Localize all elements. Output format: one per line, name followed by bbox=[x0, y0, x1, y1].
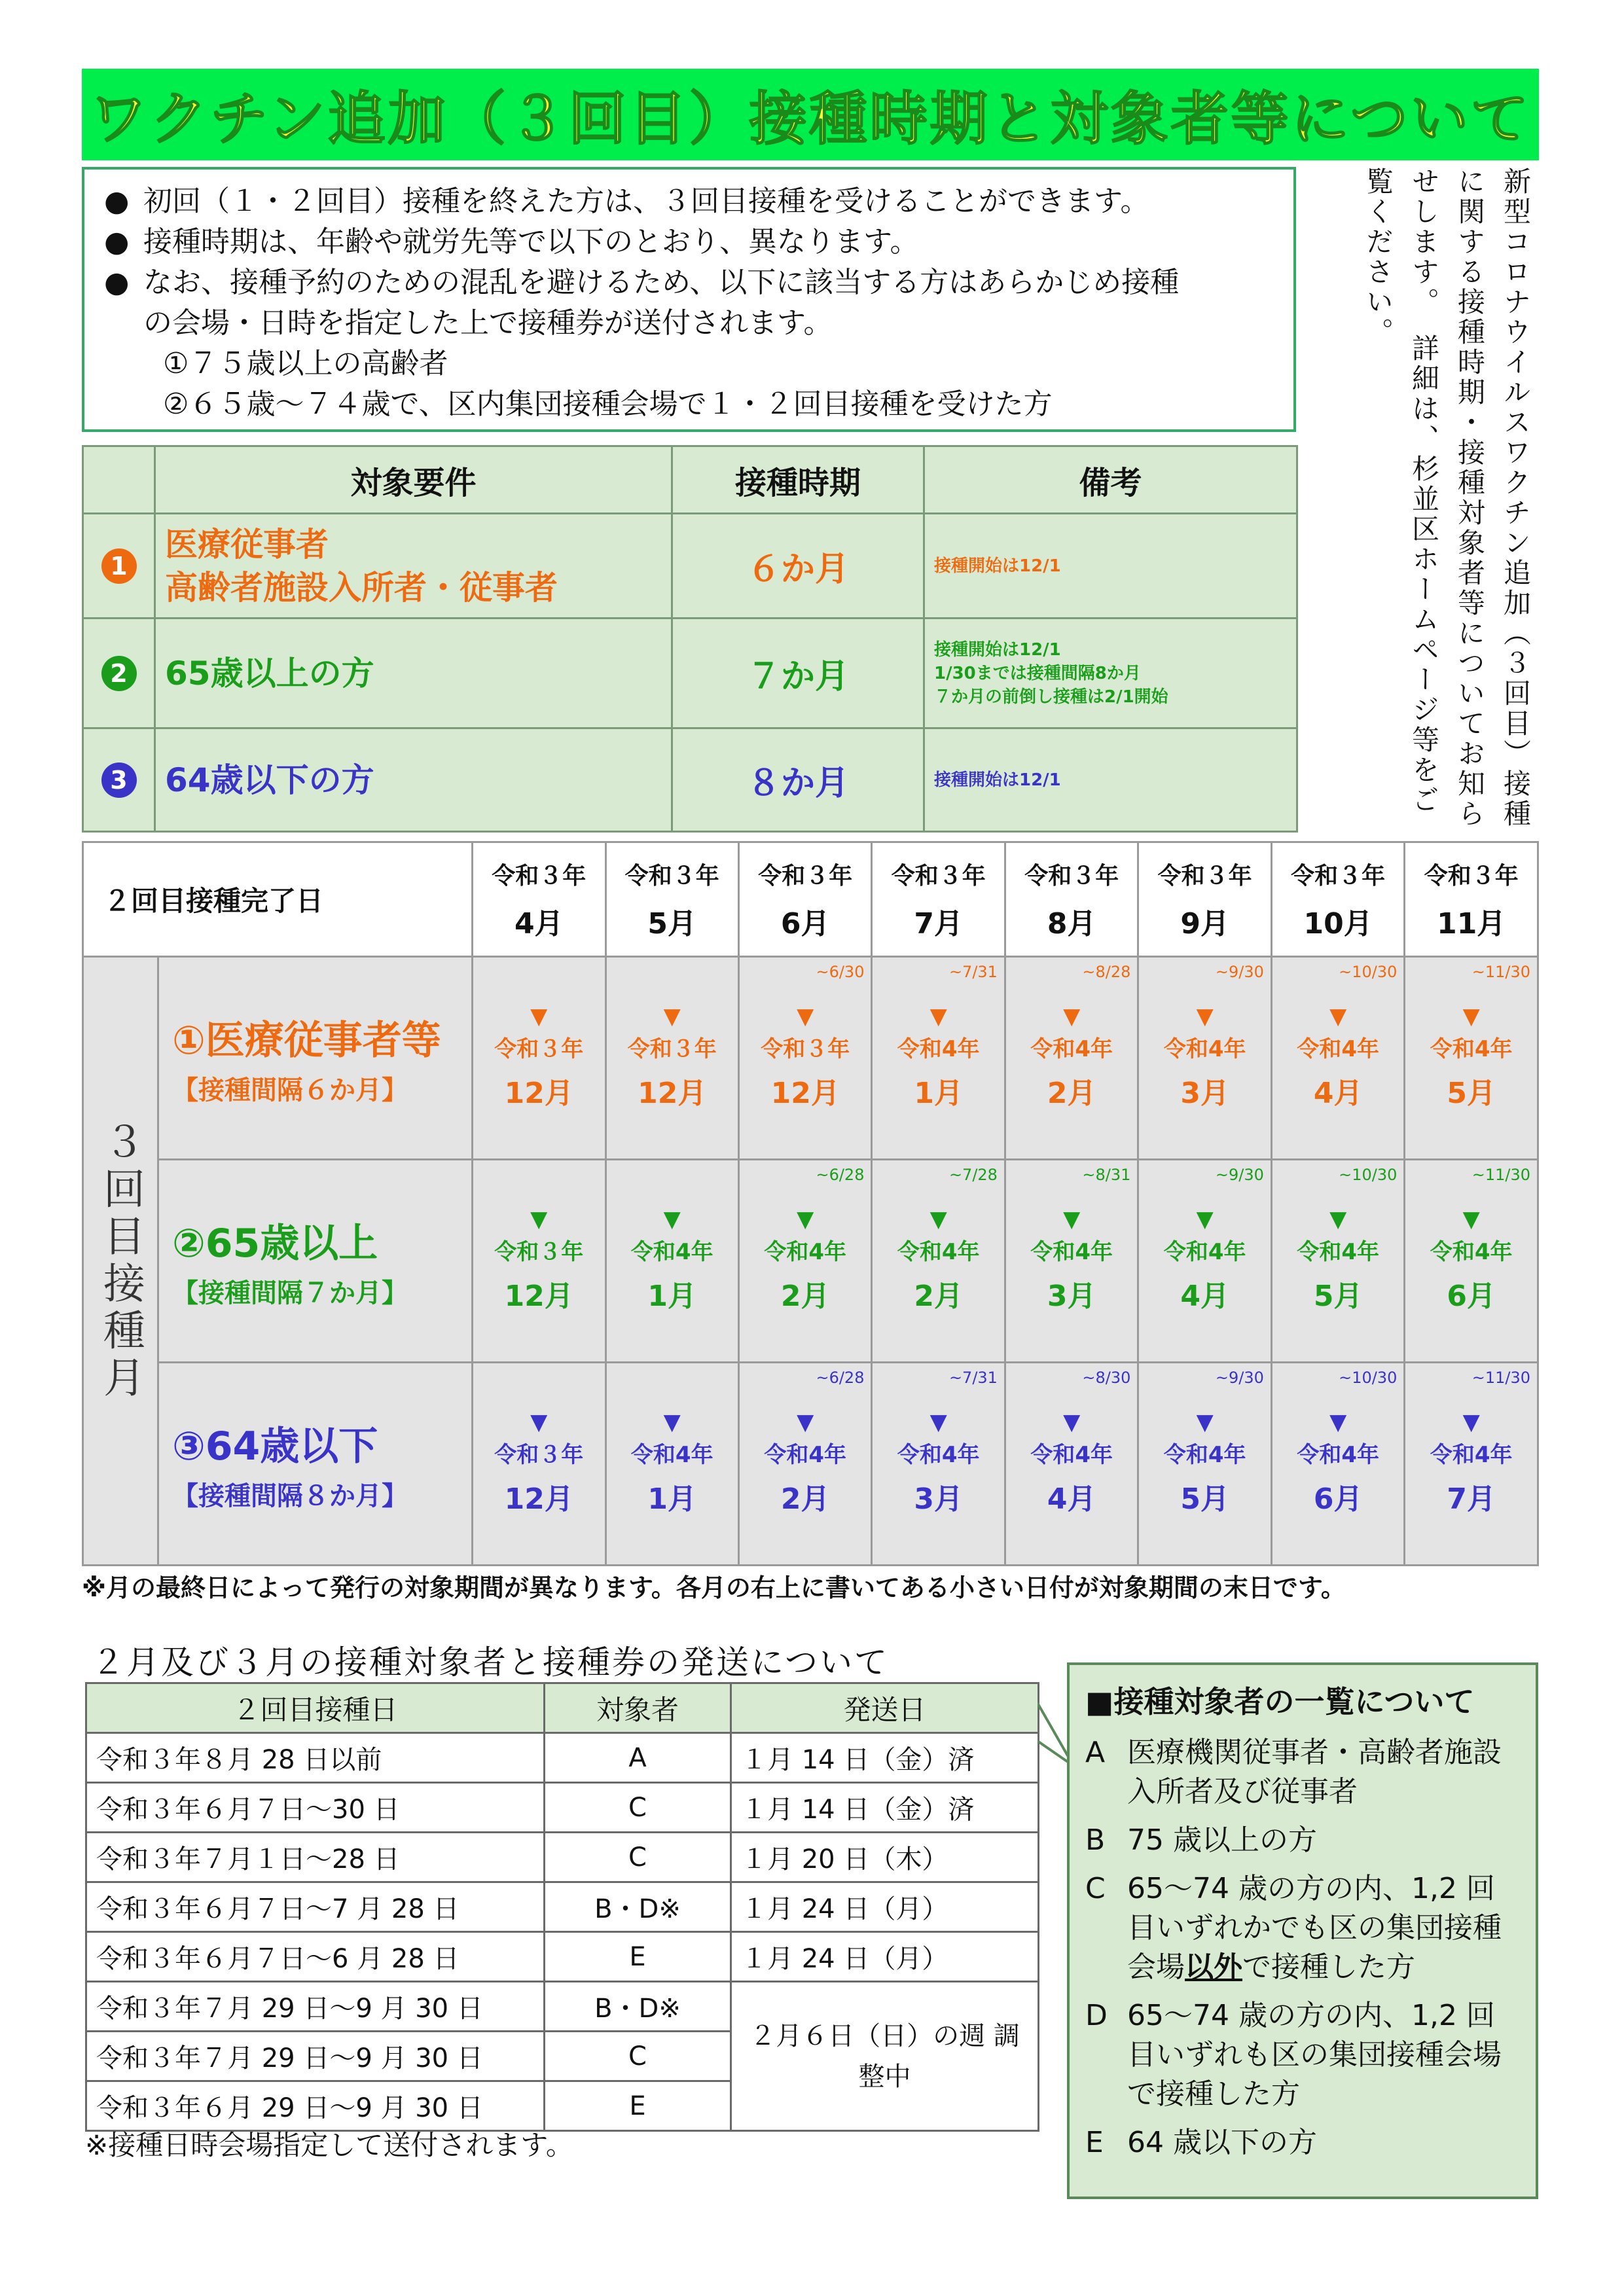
schedule-cell: ~10/30 ▼ 令和4年 5月 bbox=[1271, 1160, 1404, 1363]
schedule-row bbox=[83, 1160, 1538, 1363]
page-title: ワクチン追加（３回目）接種時期と対象者等について bbox=[90, 85, 1531, 152]
row-note: 接種開始は12/1 bbox=[924, 728, 1297, 832]
down-triangle-icon: ▼ bbox=[530, 1206, 548, 1232]
row-note: 接種開始は12/1 bbox=[924, 514, 1297, 619]
schedule-cell: ~10/30 ▼ 令和4年 6月 bbox=[1271, 1363, 1404, 1566]
schedule-cell: ▼ 令和３年 12月 bbox=[473, 1363, 605, 1566]
period-end-date: ~6/30 bbox=[816, 963, 865, 981]
target-list-item: C 65～74 歳の方の内、1,2 回目いずれかでも区の集団接種会場以外で接種した方 bbox=[1085, 1872, 1502, 1984]
bullet-icon: ● bbox=[104, 185, 130, 218]
down-triangle-icon: ▼ bbox=[929, 1409, 947, 1435]
target-list-box bbox=[1067, 1662, 1538, 2199]
month-header: 令和３年 10月 bbox=[1271, 842, 1404, 957]
schedule-row-label: ①医療従事者等 【接種間隔６か月】 bbox=[158, 957, 473, 1160]
second-dose-date: 令和３年７月１日～28 日 bbox=[86, 1833, 545, 1882]
target-group: C bbox=[545, 1783, 731, 1833]
intro-line: ● 接種時期は、年齢や就労先等で以下のとおり、異なります。 bbox=[104, 222, 1274, 262]
shipping-heading: ２月及び３月の接種対象者と接種券の発送について bbox=[92, 1643, 889, 1681]
side-note: 新型コロナウイルスワクチン追加（３回目）接種に関する接種時期・接種対象者等についてお知らせします。 詳細は、杉並区ホームページ等をご覧ください。 bbox=[1362, 167, 1532, 829]
title-banner bbox=[82, 69, 1539, 160]
target-group: A bbox=[545, 1733, 731, 1783]
target-group: B・D※ bbox=[545, 1882, 731, 1932]
period-end-date: ~8/30 bbox=[1082, 1369, 1131, 1387]
period-end-date: ~11/30 bbox=[1471, 1166, 1530, 1184]
second-dose-date: 令和３年７月 29 日～9 月 30 日 bbox=[86, 2032, 545, 2081]
month-header: 令和３年 11月 bbox=[1405, 842, 1538, 957]
down-triangle-icon: ▼ bbox=[530, 1409, 548, 1435]
ship-date: １月 24 日（月） bbox=[731, 1882, 1039, 1932]
row-label: 医療従事者 高齢者施設入所者・従事者 bbox=[155, 514, 672, 619]
month-header: 令和３年 4月 bbox=[473, 842, 605, 957]
schedule-body bbox=[83, 957, 1538, 1566]
shipping-header bbox=[86, 1683, 1039, 1733]
number-1-icon: 1 bbox=[101, 548, 137, 584]
target-table bbox=[82, 445, 1298, 833]
schedule-cell: ~11/30 ▼ 令和4年 6月 bbox=[1405, 1160, 1538, 1363]
schedule-corner: ２回目接種完了日 bbox=[83, 842, 473, 957]
down-triangle-icon: ▼ bbox=[530, 1003, 548, 1030]
shipping-row bbox=[86, 1733, 1039, 1783]
ship-date: １月 14 日（金）済 bbox=[731, 1733, 1039, 1783]
month-header: 令和３年 8月 bbox=[1005, 842, 1138, 957]
row-period: ８か月 bbox=[672, 728, 924, 832]
schedule-row-label: ②65歳以上 【接種間隔７か月】 bbox=[158, 1160, 473, 1363]
month-header: 令和３年 9月 bbox=[1138, 842, 1271, 957]
ship-date: １月 14 日（金）済 bbox=[731, 1783, 1039, 1833]
header-blank bbox=[83, 446, 155, 514]
target-row bbox=[83, 728, 1297, 832]
second-dose-date: 令和３年６月 29 日～9 月 30 日 bbox=[86, 2081, 545, 2131]
intro-box bbox=[82, 167, 1296, 432]
shipping-table bbox=[85, 1682, 1039, 2132]
target-table-header bbox=[83, 446, 1297, 514]
period-end-date: ~7/31 bbox=[948, 963, 998, 981]
period-end-date: ~10/30 bbox=[1339, 1166, 1398, 1184]
shipping-header-cell: 発送日 bbox=[731, 1683, 1039, 1733]
intro-line: の会場・日時を指定した上で接種券が送付されます。 bbox=[143, 306, 833, 340]
ship-date: １月 24 日（月） bbox=[731, 1932, 1039, 1982]
down-triangle-icon: ▼ bbox=[1462, 1409, 1480, 1435]
schedule-cell: ▼ 令和３年 12月 bbox=[473, 1160, 605, 1363]
schedule-row bbox=[83, 1363, 1538, 1566]
row-note: 接種開始は12/1 1/30までは接種間隔8か月 ７か月の前倒し接種は2/1開始 bbox=[924, 619, 1297, 728]
target-group: C bbox=[545, 2032, 731, 2081]
schedule-footnote: ※月の最終日によって発行の対象期間が異なります。各月の右上に書いてある小さい日付が対象期間の末日です。 bbox=[82, 1573, 1346, 1602]
down-triangle-icon: ▼ bbox=[663, 1206, 681, 1232]
period-end-date: ~10/30 bbox=[1339, 963, 1398, 981]
schedule-cell: ~6/28 ▼ 令和4年 2月 bbox=[738, 1363, 871, 1566]
shipping-row bbox=[86, 1833, 1039, 1882]
schedule-cell: ▼ 令和３年 12月 bbox=[605, 957, 738, 1160]
month-header: 令和３年 7月 bbox=[872, 842, 1005, 957]
row-period: ６か月 bbox=[672, 514, 924, 619]
period-end-date: ~9/30 bbox=[1215, 1166, 1264, 1184]
target-list-item: B 75 歳以上の方 bbox=[1085, 1823, 1317, 1857]
row-number bbox=[83, 728, 155, 832]
ship-date: ２月６日（日）の週 調整中 bbox=[731, 1982, 1039, 2131]
row-number bbox=[83, 514, 155, 619]
down-triangle-icon: ▼ bbox=[1196, 1206, 1214, 1232]
header-note: 備考 bbox=[924, 446, 1297, 514]
period-end-date: ~9/30 bbox=[1215, 963, 1264, 981]
down-triangle-icon: ▼ bbox=[663, 1003, 681, 1030]
down-triangle-icon: ▼ bbox=[1329, 1003, 1347, 1030]
second-dose-date: 令和３年６月７日～7 月 28 日 bbox=[86, 1882, 545, 1932]
schedule-cell: ~7/31 ▼ 令和4年 1月 bbox=[872, 957, 1005, 1160]
target-group: E bbox=[545, 1932, 731, 1982]
intro-line: ● 初回（１・２回目）接種を終えた方は、３回目接種を受けることができます。 bbox=[104, 181, 1274, 222]
period-end-date: ~6/28 bbox=[816, 1166, 865, 1184]
target-row bbox=[83, 619, 1297, 728]
shipping-row bbox=[86, 1783, 1039, 1833]
second-dose-date: 令和３年６月７日～30 日 bbox=[86, 1783, 545, 1833]
bullet-icon: ● bbox=[104, 266, 130, 299]
down-triangle-icon: ▼ bbox=[797, 1003, 814, 1030]
schedule-row bbox=[83, 957, 1538, 1160]
number-3-icon: 3 bbox=[101, 762, 137, 798]
shipping-header-cell: 対象者 bbox=[545, 1683, 731, 1733]
header-requirement: 対象要件 bbox=[155, 446, 672, 514]
schedule-cell: ~6/30 ▼ 令和３年 12月 bbox=[738, 957, 871, 1160]
schedule-row-label: ③64歳以下 【接種間隔８か月】 bbox=[158, 1363, 473, 1566]
schedule-cell: ~7/31 ▼ 令和4年 3月 bbox=[872, 1363, 1005, 1566]
second-dose-date: 令和３年８月 28 日以前 bbox=[86, 1733, 545, 1783]
schedule-cell: ▼ 令和３年 12月 bbox=[473, 957, 605, 1160]
down-triangle-icon: ▼ bbox=[1196, 1409, 1214, 1435]
shipping-row bbox=[86, 1882, 1039, 1932]
down-triangle-icon: ▼ bbox=[1063, 1206, 1081, 1232]
schedule-cell: ▼ 令和4年 1月 bbox=[605, 1363, 738, 1566]
target-list-item: E 64 歳以下の方 bbox=[1085, 2126, 1317, 2159]
schedule-cell: ~8/30 ▼ 令和4年 4月 bbox=[1005, 1363, 1138, 1566]
down-triangle-icon: ▼ bbox=[1329, 1409, 1347, 1435]
bullet-icon: ● bbox=[104, 225, 130, 259]
down-triangle-icon: ▼ bbox=[1462, 1206, 1480, 1232]
shipping-footnote: ※接種日時会場指定して送付されます。 bbox=[85, 2129, 573, 2161]
schedule-cell: ~9/30 ▼ 令和4年 3月 bbox=[1138, 957, 1271, 1160]
period-end-date: ~10/30 bbox=[1339, 1369, 1398, 1387]
period-end-date: ~7/28 bbox=[948, 1166, 998, 1184]
period-end-date: ~6/28 bbox=[816, 1369, 865, 1387]
schedule-cell: ~10/30 ▼ 令和4年 4月 bbox=[1271, 957, 1404, 1160]
month-header: 令和３年 5月 bbox=[605, 842, 738, 957]
down-triangle-icon: ▼ bbox=[663, 1409, 681, 1435]
down-triangle-icon: ▼ bbox=[929, 1206, 947, 1232]
schedule-cell: ~9/30 ▼ 令和4年 4月 bbox=[1138, 1160, 1271, 1363]
down-triangle-icon: ▼ bbox=[797, 1206, 814, 1232]
intro-line: ①７５歳以上の高齢者 bbox=[163, 347, 448, 380]
down-triangle-icon: ▼ bbox=[1329, 1206, 1347, 1232]
target-group: B・D※ bbox=[545, 1982, 731, 2032]
period-end-date: ~8/31 bbox=[1082, 1166, 1131, 1184]
schedule-cell: ~11/30 ▼ 令和4年 7月 bbox=[1405, 1363, 1538, 1566]
schedule-cell: ~8/28 ▼ 令和4年 2月 bbox=[1005, 957, 1138, 1160]
target-group: C bbox=[545, 1833, 731, 1882]
down-triangle-icon: ▼ bbox=[1063, 1003, 1081, 1030]
schedule-side-label: ３回目接種月 bbox=[83, 957, 158, 1566]
row-label: 65歳以上の方 bbox=[155, 619, 672, 728]
down-triangle-icon: ▼ bbox=[929, 1003, 947, 1030]
period-end-date: ~7/31 bbox=[948, 1369, 998, 1387]
emphasis-text: 以外 bbox=[1185, 1950, 1242, 1984]
shipping-row bbox=[86, 1932, 1039, 1982]
period-end-date: ~9/30 bbox=[1215, 1369, 1264, 1387]
row-label: 64歳以下の方 bbox=[155, 728, 672, 832]
target-row bbox=[83, 514, 1297, 619]
shipping-row bbox=[86, 1982, 1039, 2032]
down-triangle-icon: ▼ bbox=[797, 1409, 814, 1435]
row-period: ７か月 bbox=[672, 619, 924, 728]
target-list-title: ■接種対象者の一覧について bbox=[1085, 1684, 1475, 1719]
shipping-header-cell: ２回目接種日 bbox=[86, 1683, 545, 1733]
schedule-cell: ~9/30 ▼ 令和4年 5月 bbox=[1138, 1363, 1271, 1566]
down-triangle-icon: ▼ bbox=[1196, 1003, 1214, 1030]
header-period: 接種時期 bbox=[672, 446, 924, 514]
schedule-cell: ~11/30 ▼ 令和4年 5月 bbox=[1405, 957, 1538, 1160]
period-end-date: ~11/30 bbox=[1471, 963, 1530, 981]
second-dose-date: 令和３年７月 29 日～9 月 30 日 bbox=[86, 1982, 545, 2032]
intro-line: ● なお、接種予約のための混乱を避けるため、以下に該当する方はあらかじめ接種 bbox=[104, 262, 1274, 303]
schedule-header bbox=[83, 842, 1538, 957]
schedule-cell: ~8/31 ▼ 令和4年 3月 bbox=[1005, 1160, 1138, 1363]
intro-line: ②６５歳～７４歳で、区内集団接種会場で１・２回目接種を受けた方 bbox=[163, 387, 1053, 421]
schedule-cell: ~6/28 ▼ 令和4年 2月 bbox=[738, 1160, 871, 1363]
target-list-item: A 医療機関従事者・高齢者施設入所者及び従事者 bbox=[1085, 1736, 1502, 1808]
schedule-cell: ▼ 令和4年 1月 bbox=[605, 1160, 738, 1363]
month-header: 令和３年 6月 bbox=[738, 842, 871, 957]
row-number bbox=[83, 619, 155, 728]
number-2-icon: 2 bbox=[101, 656, 137, 691]
period-end-date: ~8/28 bbox=[1082, 963, 1131, 981]
schedule-cell: ~7/28 ▼ 令和4年 2月 bbox=[872, 1160, 1005, 1363]
down-triangle-icon: ▼ bbox=[1462, 1003, 1480, 1030]
second-dose-date: 令和３年６月７日～6 月 28 日 bbox=[86, 1932, 545, 1982]
down-triangle-icon: ▼ bbox=[1063, 1409, 1081, 1435]
target-list-item: D 65～74 歳の方の内、1,2 回目いずれも区の集団接種会場で接種した方 bbox=[1085, 1999, 1502, 2111]
period-end-date: ~11/30 bbox=[1471, 1369, 1530, 1387]
ship-date: １月 20 日（木） bbox=[731, 1833, 1039, 1882]
schedule-table bbox=[82, 841, 1539, 1566]
target-group: E bbox=[545, 2081, 731, 2131]
